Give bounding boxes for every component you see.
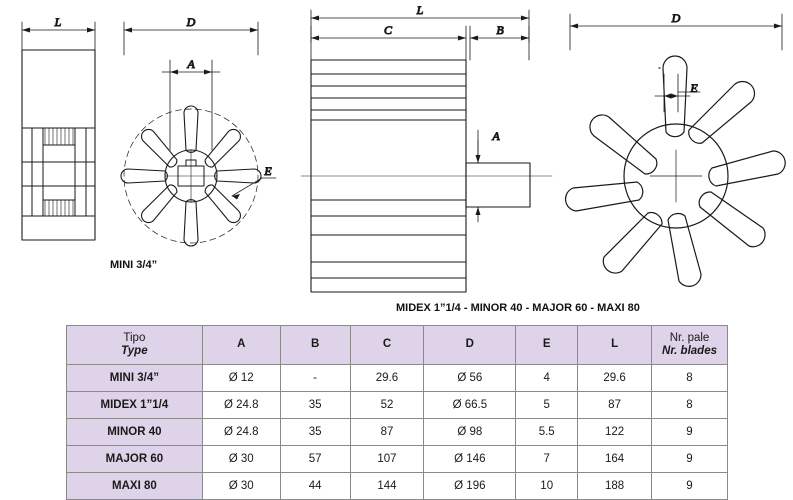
cell-type: MAXI 80: [67, 473, 203, 500]
cell-type: MAJOR 60: [67, 446, 203, 473]
cell-c: 87: [350, 419, 424, 446]
cell-blades: 9: [652, 473, 728, 500]
cell-b: 44: [280, 473, 350, 500]
cell-d: Ø 98: [424, 419, 516, 446]
spec-table: [66, 325, 728, 500]
cell-b: -: [280, 365, 350, 392]
col-header-e: E: [516, 326, 578, 365]
cell-a: Ø 30: [202, 473, 280, 500]
cell-blades: 9: [652, 446, 728, 473]
cell-d: Ø 66.5: [424, 392, 516, 419]
dim-label-front-E: E: [264, 164, 272, 178]
dim-label-mid-C: C: [383, 23, 393, 37]
cell-b: 35: [280, 392, 350, 419]
dim-label-right-E: E: [690, 81, 698, 95]
cell-l: 164: [578, 446, 652, 473]
col-header-b: B: [280, 326, 350, 365]
col-header-blades-en: Nr. blades: [662, 345, 717, 357]
impeller-blades-right: [566, 56, 786, 286]
cell-b: 57: [280, 446, 350, 473]
cell-e: 10: [516, 473, 578, 500]
cell-c: 144: [350, 473, 424, 500]
cell-blades: 9: [652, 419, 728, 446]
cell-a: Ø 24.8: [202, 392, 280, 419]
cell-l: 188: [578, 473, 652, 500]
caption-midex: MIDEX 1”1/4 - MINOR 40 - MAJOR 60 - MAXI 80: [396, 302, 640, 314]
cell-c: 29.6: [350, 365, 424, 392]
dim-label-mid-A: A: [492, 129, 500, 143]
cell-a: Ø 30: [202, 446, 280, 473]
table-row: [67, 419, 728, 446]
cell-type: MINI 3/4”: [67, 365, 203, 392]
dim-label-left-L: L: [54, 15, 62, 29]
col-header-type-en: Type: [121, 345, 148, 357]
cell-d: Ø 146: [424, 446, 516, 473]
cell-blades: 8: [652, 365, 728, 392]
table-row: [67, 473, 728, 500]
dim-label-front-D: D: [186, 15, 196, 29]
spec-table-container: [66, 325, 728, 500]
cell-c: 52: [350, 392, 424, 419]
col-header-type-it: Tipo: [123, 331, 146, 344]
col-header-c: C: [350, 326, 424, 365]
caption-mini: MINI 3/4”: [110, 259, 158, 271]
cell-type: MIDEX 1”1/4: [67, 392, 203, 419]
cell-e: 5.5: [516, 419, 578, 446]
cell-e: 7: [516, 446, 578, 473]
table-row: [67, 446, 728, 473]
cell-c: 107: [350, 446, 424, 473]
table-header-row: [67, 326, 728, 365]
col-header-blades-it: Nr. pale: [669, 331, 710, 344]
cell-type: MINOR 40: [67, 419, 203, 446]
dim-label-mid-L: L: [416, 3, 424, 17]
col-header-l: L: [578, 326, 652, 365]
col-header-blades: [652, 326, 728, 365]
cell-e: 4: [516, 365, 578, 392]
cell-l: 122: [578, 419, 652, 446]
col-header-type: [67, 326, 203, 365]
cell-b: 35: [280, 419, 350, 446]
dim-label-front-A: A: [187, 57, 195, 71]
table-row: [67, 365, 728, 392]
col-header-d: D: [424, 326, 516, 365]
cell-l: 87: [578, 392, 652, 419]
col-header-a: A: [202, 326, 280, 365]
cell-blades: 8: [652, 392, 728, 419]
cell-d: Ø 56: [424, 365, 516, 392]
dim-front-E: [232, 178, 276, 200]
dim-label-mid-B: B: [496, 23, 504, 37]
table-row: [67, 392, 728, 419]
cell-a: Ø 24.8: [202, 419, 280, 446]
cell-e: 5: [516, 392, 578, 419]
dim-front-A: [162, 60, 220, 150]
cell-a: Ø 12: [202, 365, 280, 392]
cell-l: 29.6: [578, 365, 652, 392]
dim-label-right-D: D: [671, 11, 681, 25]
cell-d: Ø 196: [424, 473, 516, 500]
